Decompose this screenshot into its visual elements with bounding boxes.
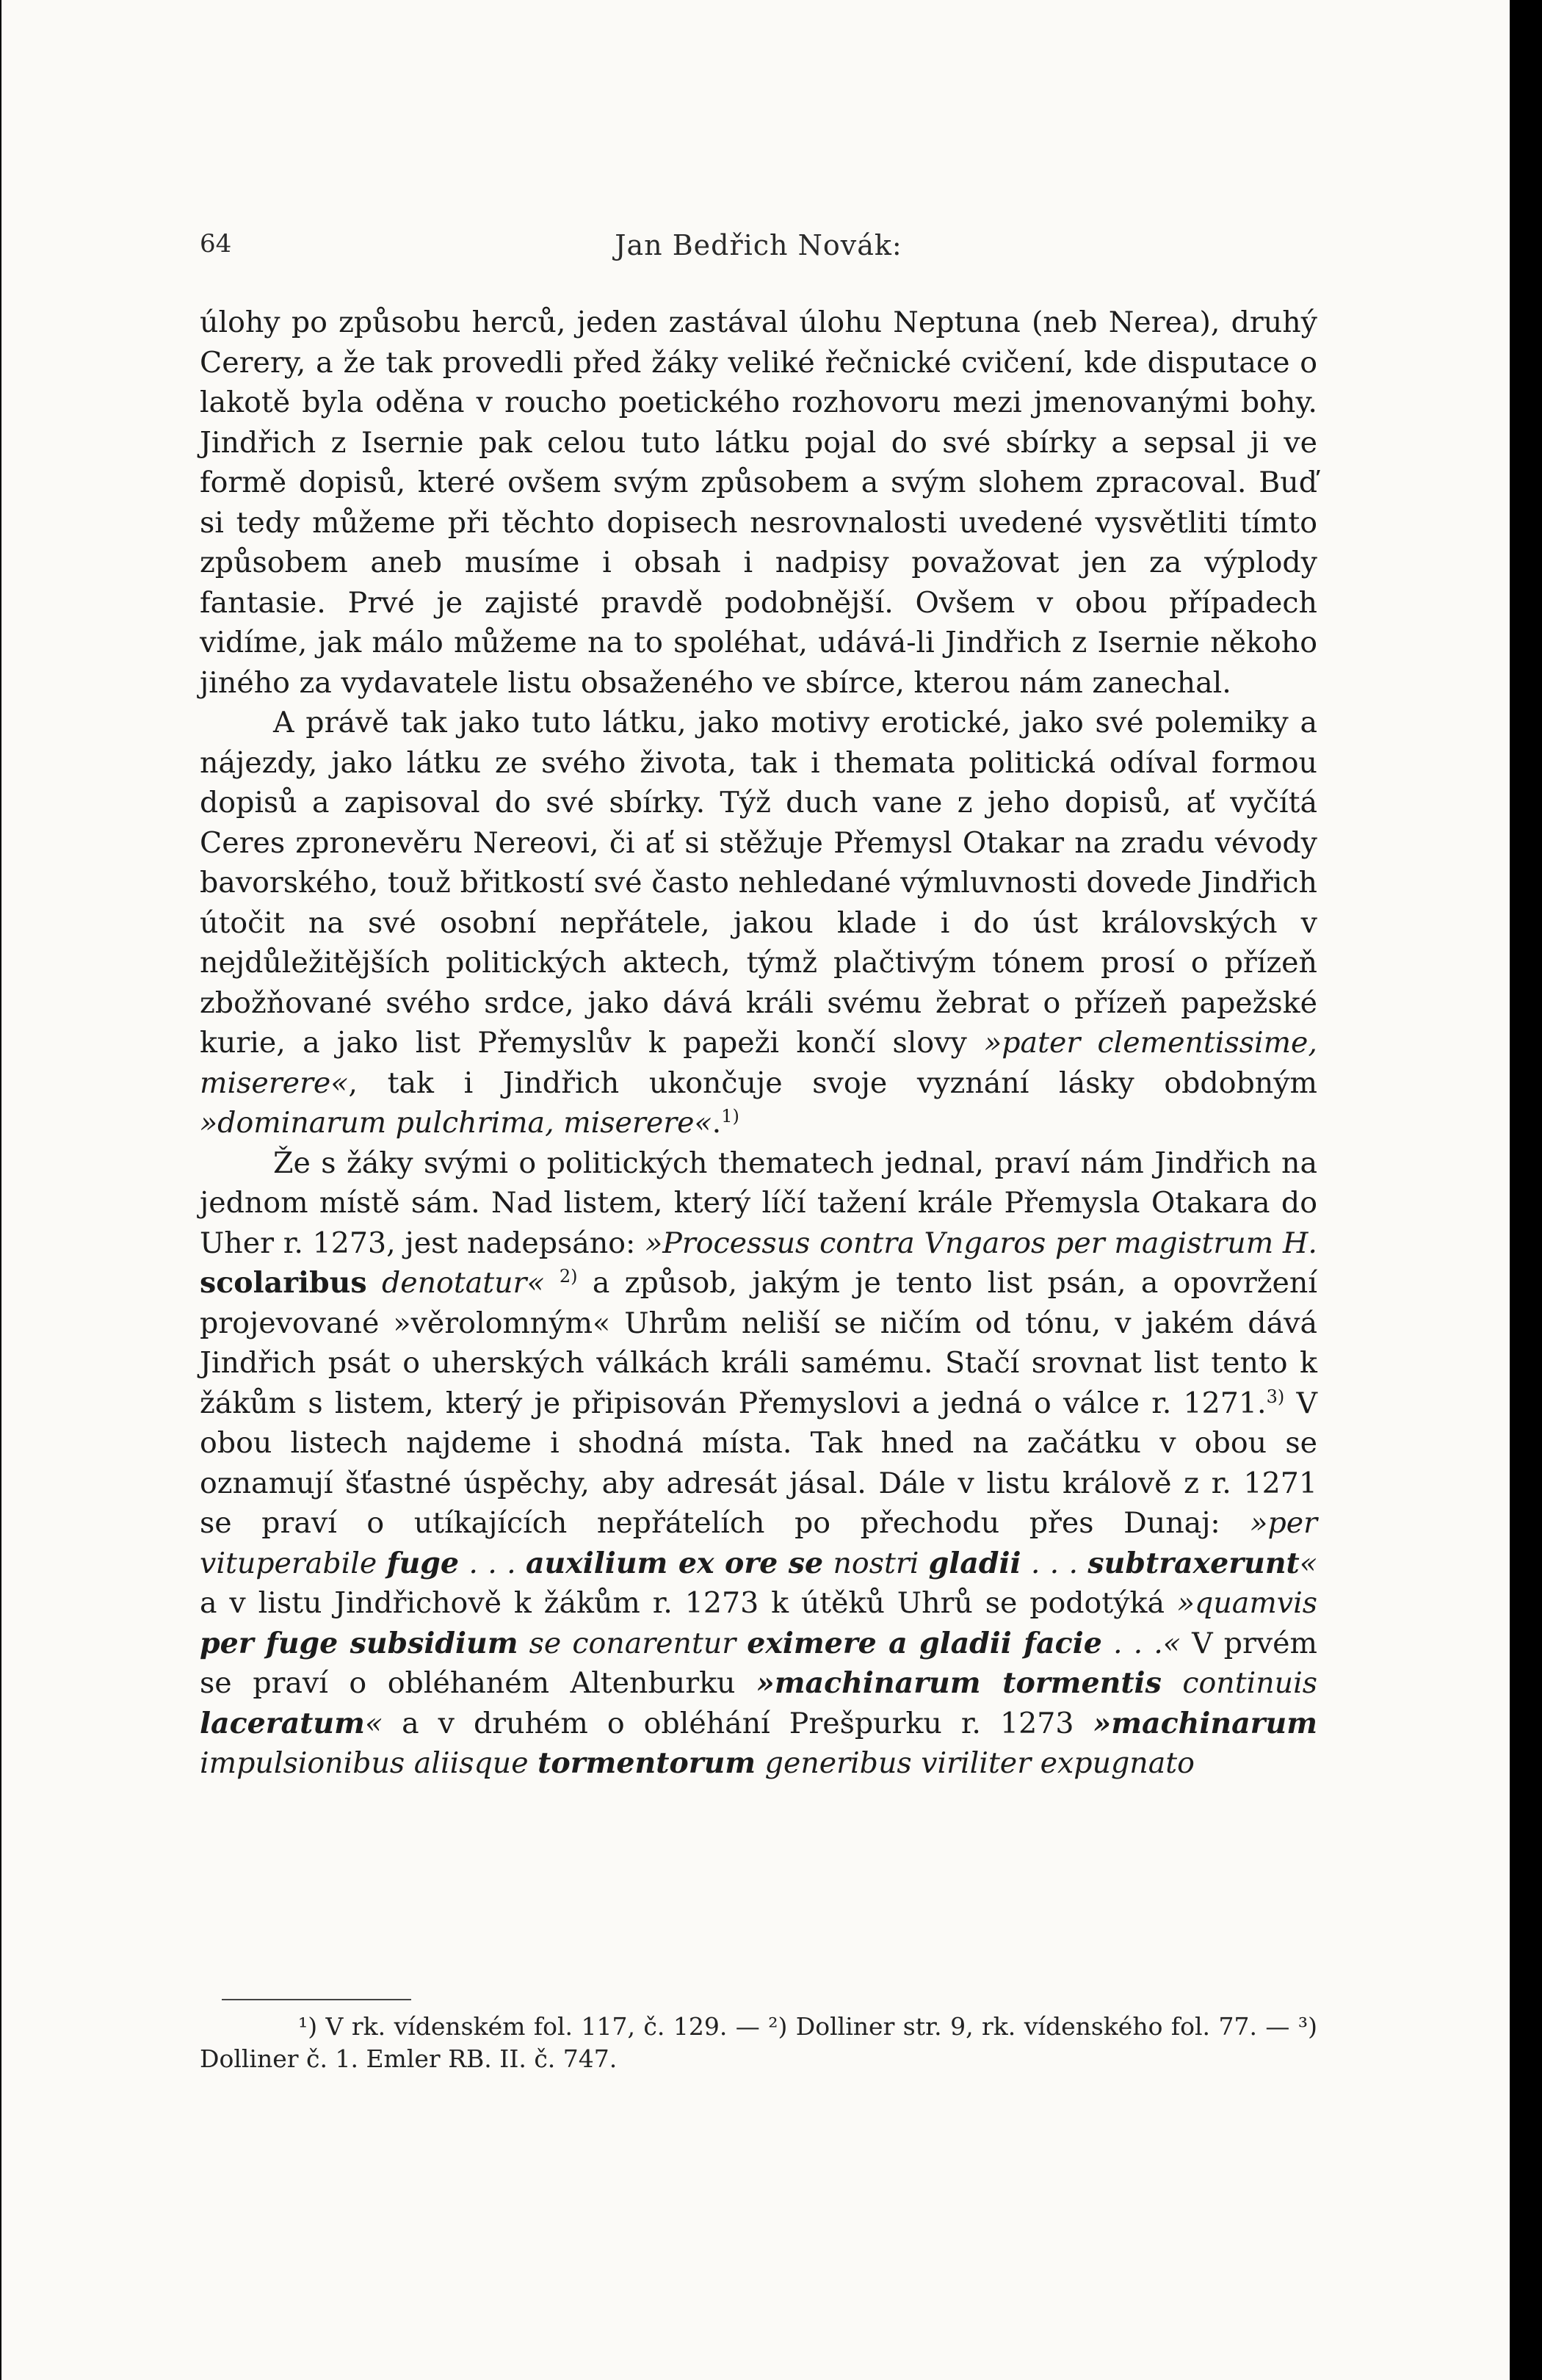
paragraph-3-text-f: a v druhém o obléhání Prešpurku r. 1273	[383, 1706, 1093, 1740]
quote-c-part-1: »machinarum tormentis	[756, 1666, 1162, 1700]
quote-d-part-3: tormentorum	[537, 1746, 756, 1780]
quote-a-part-5: nostri	[823, 1546, 929, 1580]
footnote-ref-2: 2)	[559, 1265, 578, 1287]
paragraph-2-text-a: A právě tak jako tuto látku, jako motivy erotické, jako své polemiky a nájezdy, jako látku ze svého života, tak i themata politická odíval formou dopisů a zapisoval do své sbírky. Týž duch vane z jeho dopisů, ať vyčítá Ceres zpronevěru Nereovi, či ať si stěžuje Přemysl Otakar na zradu vévody bavorského, touž břitkostí své často nehledané výmluvnosti dovede Jindřich útočit na své osobní nepřátele, jakou klade i do úst královských v nejdůležitějších politických aktech, týmž plačtivým tónem prosí o přízeň zbožňované svého srdce, jako dává králi svému žebrat o přízeň papežské kurie, a jako list Přemyslův k papeži končí slovy	[200, 706, 1317, 1060]
quote-b-part-4: eximere a gladii facie	[747, 1626, 1102, 1660]
quote-b-part-2: per fuge subsidium	[200, 1626, 518, 1660]
quote-c-part-2: continuis	[1161, 1666, 1317, 1700]
quote-a-part-1: »per vituperabile	[200, 1506, 1317, 1580]
quote-b-part-1: »quamvis	[1176, 1586, 1317, 1620]
quote-d-part-4: generibus viriliter expugnato	[756, 1746, 1195, 1780]
paragraph-3	[200, 1143, 1317, 1784]
footnotes	[200, 2011, 1317, 2075]
paragraph-1: úlohy po způsobu herců, jeden zastával úlohu Neptuna (neb Nerea), druhý Cerery, a že tak provedli před žáky veliké řečnické cvičení, kde disputace o lakotě byla oděna v roucho poetického rozhovoru mezi jmenovanými bohy. Jindřich z Isernie pak celou tuto látku pojal do své sbírky a sepsal ji ve formě dopisů, které ovšem svým způsobem a svým slohem zpracoval. Buď si tedy můžeme při těchto dopisech nesrovnalosti uvedené vysvětliti tímto způsobem aneb musíme i obsah i nadpisy považovat jen za výplody fantasie. Prvé je zajisté pravdě podobnější. Ovšem v obou případech vidíme, jak málo můžeme na to spoléhat, udává-li Jindřich z Isernie někoho jiného za vydavatele listu obsaženého ve sbírce, kterou nám zanechal.	[200, 305, 1317, 700]
latin-bold-scolaribus: scolaribus	[200, 1266, 367, 1300]
quote-b-part-3: se conarentur	[518, 1626, 748, 1660]
footnote-divider	[222, 1999, 411, 2000]
quote-d-part-1: »machinarum	[1093, 1706, 1317, 1740]
paragraph-2	[200, 703, 1317, 1143]
quote-a-part-8: subtraxerunt	[1087, 1546, 1300, 1580]
page-number: 64	[200, 229, 232, 258]
body-text	[200, 303, 1317, 1784]
latin-quote-processus: »Processus contra Vngaros per magistrum H.	[645, 1226, 1317, 1260]
quote-a-part-2: fuge	[386, 1546, 460, 1580]
latin-quote-denotatur: denotatur«	[381, 1266, 545, 1300]
paragraph-3-text-e: V prvém se praví o obléhaném Altenburku	[200, 1626, 1317, 1700]
paragraph-3-text-b: a způsob, jakým je tento list psán, a opovržení projevované »věrolomným« Uhrům neliší se ničím od tónu, v jakém dává Jindřich psát o uherských válkách králi samému. Stačí srovnat list tento k žákům s listem, který je připisován Přemyslovi a jedná o válce r. 1271.	[200, 1266, 1317, 1420]
quote-a-part-6: gladii	[928, 1546, 1021, 1580]
footnote-ref-3: 3)	[1266, 1386, 1285, 1407]
page-header	[200, 229, 1317, 273]
paragraph-3-text-d: a v listu Jindřichově k žákům r. 1273 k útěků Uhrů se podotýká	[200, 1586, 1177, 1620]
quote-a-part-4: auxilium ex ore se	[525, 1546, 824, 1580]
book-page	[1, 0, 1510, 2380]
quote-d-part-2: impulsionibus aliisque	[200, 1746, 538, 1780]
paragraph-2-text-c: .	[712, 1106, 722, 1140]
latin-quote-dominarum: »dominarum pulchrima, miserere«	[200, 1106, 712, 1140]
latin-quote-pater: »pater clementissime, miserere«	[200, 1026, 1317, 1100]
paragraph-2-text-b: , tak i Jindřich ukončuje svoje vyznání lásky obdobným	[348, 1066, 1317, 1100]
quote-c-part-4: «	[364, 1706, 383, 1740]
running-title: Jan Bedřich Novák:	[615, 229, 902, 261]
quote-b-part-5: . . .«	[1101, 1626, 1181, 1660]
paragraph-3-text-a: Že s žáky svými o politických thematech jednal, praví nám Jindřich na jednom místě sám. Nad listem, který líčí tažení krále Přemysla Otakara do Uher r. 1273, jest nadepsáno:	[200, 1146, 1317, 1260]
paragraph-3-text-c: V obou listech najdeme i shodná místa. Tak hned na začátku v obou se oznamují šťastné úspěchy, aby adresát jásal. Dále v listu králově z r. 1271 se praví o utíkajících nepřátelích po přechodu přes Dunaj:	[200, 1386, 1317, 1540]
footnote-ref-1: 1)	[721, 1105, 739, 1126]
footnote-text: ¹) V rk. vídenském fol. 117, č. 129. — ²) Dolliner str. 9, rk. vídenského fol. 77. — ³) Dolliner č. 1. Emler RB. II. č. 747.	[200, 2012, 1317, 2073]
quote-a-part-3: . . .	[459, 1546, 526, 1580]
quote-c-part-3: laceratum	[200, 1706, 365, 1740]
quote-a-part-7: . . .	[1021, 1546, 1088, 1580]
quote-a-part-9: «	[1299, 1546, 1317, 1580]
